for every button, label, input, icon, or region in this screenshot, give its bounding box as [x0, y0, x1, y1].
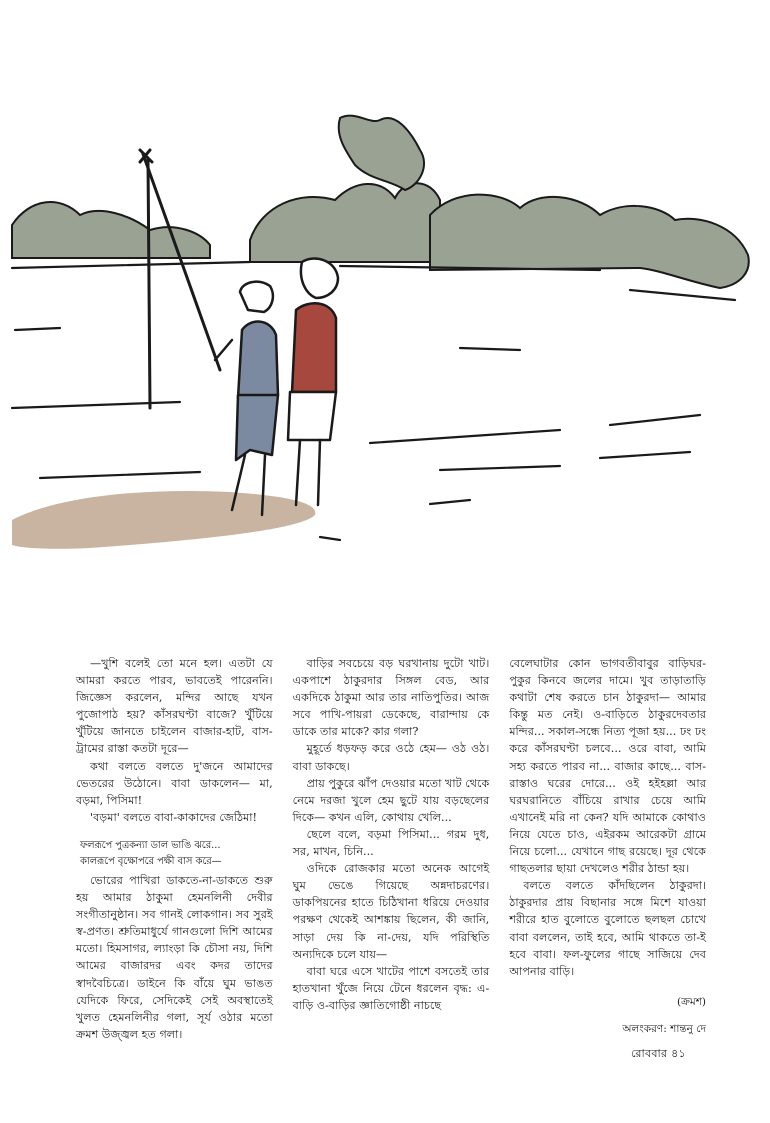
column-3 — [509, 655, 706, 1043]
to-be-continued-note: (ক্রমশ) — [677, 995, 707, 1008]
boy-red-shirt — [288, 259, 338, 505]
paragraph: —খুশি বলেই তো মনে হল। এতটা যে আমরা করতে পারব, ভাবতেই পারেননি। জিজ্ঞেস করলেন, মন্দির আছে যখন পুজোপাঠ হয়? কাঁসরঘণ্টা বাজে? খুঁটিয়ে খুঁটিয়ে জানতে চাইলেন বাজার-হাট, বাস-ট্রামের রাস্তা কতটা দূরে— — [76, 657, 273, 756]
verse-line: কালরূপে বৃক্ষোপরে পক্ষী বাস করে— — [80, 855, 222, 867]
illustration-credit: অলংকরণ: শান্তনু দে — [622, 1022, 707, 1035]
paragraph: 'বড়মা' বলতে বাবা-কাকাদের জেঠিমা! — [90, 810, 258, 824]
fishing-pole — [140, 150, 220, 408]
paragraph: ছেলে বলে, বড়মা পিসিমা... গরম দুধ, সর, মাখন, চিনি... — [292, 827, 490, 859]
page-footer: রোববার ৪১ — [630, 1047, 686, 1060]
muddy-shore — [12, 491, 315, 549]
tree-foliage — [12, 116, 749, 288]
verse-line: ফলরূপে পুত্রকন্যা ডাল ভাঙি ঝরে... — [80, 839, 221, 851]
paragraph: বেলেঘাটার কোন ভাগবতীবাবুর বাড়িঘর-পুকুর কিনবে জলের দামে। খুব তাড়াতাড়ি কথাটা শেষ করতে চান ঠাকুরদা— আমার কিন্তু মত নেই। ও-বাড়িতে ঠাকুরদেবতার মন্দির... সকাল-সন্ধে নিত্য পূজা হয়... ঢং ঢং করে কাঁসরঘণ্টা চলবে... ওরে বাবা, আমি সহ্য করতে পারব না... বাজার কাছে... বাস-রাস্তাও ঘরের দোরে... ওই হইহল্লা আর ঘরঘরানিতে বাঁচিয়ে রাখার চেয়ে আমি এখানেই মরি না কেন? যদি আমাকে কোথাও নিয়ে যেতে চাও, এইরকম আরেকটা গ্রামে নিয়ে চলো... যেখানে গাছ রয়েছে। দূর থেকে গাছতলার ছায়া দেখলেও শরীর ঠান্ডা হয়। — [509, 657, 707, 876]
paragraph: ভোরের পাখিরা ডাকতে-না-ডাকতে শুরু হয় আমার ঠাকুমা হেমনলিনী দেবীর সংগীতানুষ্ঠান। সব গানই লোকগান। সব সুরই স্ব-প্রণত। শ্রুতিমাধুর্যে গানগুলো দিশি আমের মতো। হিমসাগর, ল্যাংড়া কি চৌসা নয়, দিশি আমের বাজারদর এবং কদর তাদের স্বাদবৈচিত্রে। ডাইনে কি বাঁয়ে ঘুম ভাঙত যেদিকে ফিরে, সেদিকেই সেই অবস্থাতেই খুলত হেমনলিনীর গলা, সূর্য ওঠার মতো ক্রমশ উজ্জ্বল হত গলা। — [76, 873, 273, 1041]
paragraph: কথা বলতে বলতে দু'জনে আমাদের ভেতরের উঠোনে। বাবা ডাকলেন— মা, বড়মা, পিসিমা! — [76, 759, 273, 807]
paragraph: বলতে বলতে কাঁদছিলেন ঠাকুরদা। ঠাকুরদার প্রায় বিছানার সঙ্গে মিশে যাওয়া শরীরে হাত বুলোতে বুলোতে ছলছল চোখে বাবা বললেন, তাই হবে, আমি থাকতে তা-ই হবে বাবা। ফল-ফুলের গাছে সাজিয়ে দেব আপনার বাড়ি। — [509, 879, 707, 978]
paragraph: মুহূর্তে ধড়ফড় করে ওঠে হেম— ওঠ ওঠ। বাবা ডাকছে। — [292, 742, 490, 773]
paragraph: বাবা ঘরে এসে খাটের পাশে বসতেই তার হাতখানা খুঁজে নিয়ে টেনে ধরলেন বৃদ্ধ: এ-বাড়ি ও-বাড়ির জ্ঞাতিগোষ্ঠী নাচছে — [292, 964, 490, 1012]
column-1 — [76, 655, 273, 1043]
paragraph: ওদিকে রোজকার মতো অনেক আগেই ঘুম ভেঙে গিয়েছে অন্নদাচরণের। ডাকপিয়নের হাতে চিঠিখানা ধরিয়ে দেওয়ার পরক্ষণ থেকেই আশঙ্কায় ছিলেন, কী জানি, সাড়া দেয় কি না-দেয়, যদি পরিস্থিতি অন্যদিকে চলে যায়— — [292, 862, 490, 961]
verse-quote — [80, 838, 273, 870]
article-body — [76, 655, 706, 1043]
column-2 — [293, 655, 490, 1043]
boy-blue-shirt — [215, 282, 278, 515]
paragraph: বাড়ির সবচেয়ে বড় ঘরখানায় দুটো খাট। একপাশে ঠাকুরদার সিঙ্গল বেড, আর একদিকে ঠাকুমা আর তার নাতিপুতির। আজ সবে পাখি-পায়রা ডেকেছে, বারান্দায় কে ডাকে তার মাকে? কার গলা? — [292, 657, 490, 739]
paragraph: প্রায় পুকুরে ঝাঁপ দেওয়ার মতো খাট থেকে নেমে দরজা খুলে হেম ছুটে যায় বড়ছেলের দিকে— কখন এলি, কোথায় খেলি... — [292, 776, 490, 824]
